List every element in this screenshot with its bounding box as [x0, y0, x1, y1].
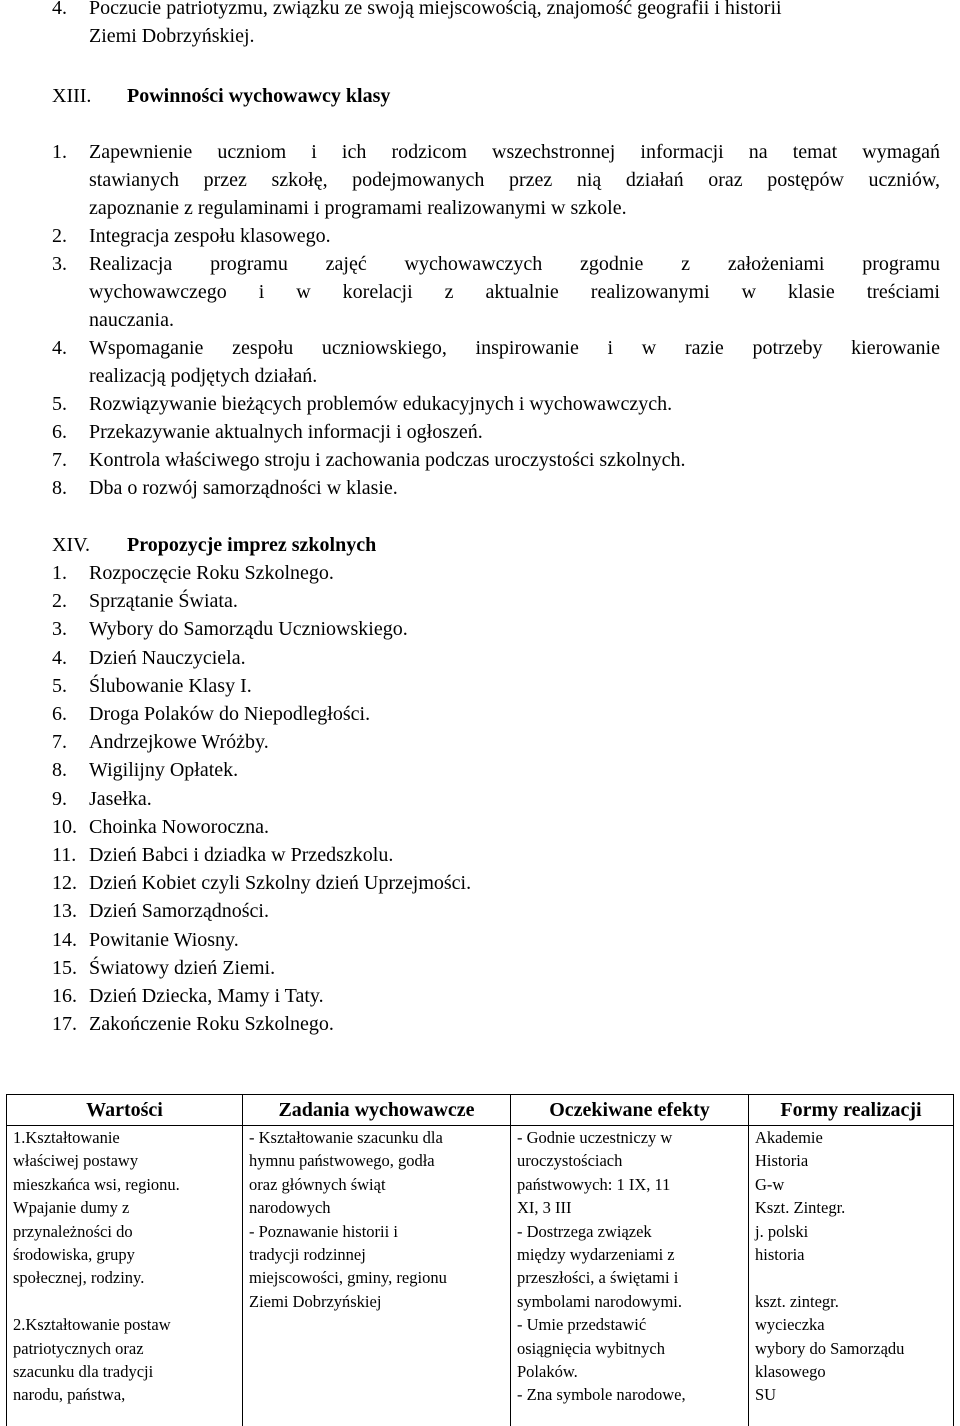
item-number: 5.	[52, 672, 88, 700]
item-number: 11.	[52, 841, 88, 869]
cell-line: - Godnie uczestniczy w	[517, 1126, 742, 1149]
column-header: Formy realizacji	[749, 1095, 954, 1126]
cell-line: Ziemi Dobrzyńskiej	[249, 1290, 504, 1313]
cell-line: Polaków.	[517, 1360, 742, 1383]
item-number: 2.	[52, 587, 88, 615]
item-text: Choinka Noworoczna.	[89, 813, 269, 841]
item-text: Dzień Dziecka, Mamy i Taty.	[89, 982, 324, 1010]
item-text: Integracja zespołu klasowego.	[89, 222, 331, 250]
cell-line: osiągnięcia wybitnych	[517, 1337, 742, 1360]
item-number: 4.	[52, 644, 88, 672]
cell-line: narodu, państwa,	[13, 1383, 236, 1406]
item-text: Przekazywanie aktualnych informacji i ogłoszeń.	[89, 418, 483, 446]
item-number: 3.	[52, 250, 88, 278]
item-number: 7.	[52, 446, 88, 474]
cell-line: G-w	[755, 1173, 947, 1196]
cell-line: klasowego	[755, 1360, 947, 1383]
item-text: Dzień Nauczyciela.	[89, 644, 246, 672]
item-number: 14.	[52, 926, 88, 954]
column-header: Wartości	[7, 1095, 243, 1126]
item-text: zapoznanie z regulaminami i programami realizowanymi w szkole.	[89, 194, 627, 222]
item-number: 5.	[52, 390, 88, 418]
cell-line: XI, 3 III	[517, 1196, 742, 1219]
item-number: 10.	[52, 813, 88, 841]
item-number: 16.	[52, 982, 88, 1010]
cell-line: właściwej postawy	[13, 1149, 236, 1172]
item-text: Dzień Samorządności.	[89, 897, 269, 925]
item-text: stawianych przez szkołę, podejmowanych przez nią działań oraz postępów uczniów,	[89, 166, 940, 194]
item-number: 4.	[52, 334, 88, 362]
cell-line: tradycji rodzinnej	[249, 1243, 504, 1266]
item-text: Ślubowanie Klasy I.	[89, 672, 252, 700]
cell-line: hymnu państwowego, godła	[249, 1149, 504, 1172]
cell-line: Kszt. Zintegr.	[755, 1196, 947, 1219]
item-number: 8.	[52, 756, 88, 784]
cell-line: - Dostrzega związek	[517, 1220, 742, 1243]
cell-line: mieszkańca wsi, regionu.	[13, 1173, 236, 1196]
item-number: 15.	[52, 954, 88, 982]
item-text: Dzień Kobiet czyli Szkolny dzień Uprzejmości.	[89, 869, 471, 897]
cell-line: - Poznawanie historii i	[249, 1220, 504, 1243]
cell-line: państwowych: 1 IX, 11	[517, 1173, 742, 1196]
cell-spacer	[13, 1290, 236, 1313]
cell-line: - Kształtowanie szacunku dla	[249, 1126, 504, 1149]
cell-line: historia	[755, 1243, 947, 1266]
item-text: Rozwiązywanie bieżących problemów edukacyjnych i wychowawczych.	[89, 390, 672, 418]
item-text: Sprzątanie Świata.	[89, 587, 238, 615]
item-text: Dzień Babci i dziadka w Przedszkolu.	[89, 841, 393, 869]
cell-line: j. polski	[755, 1220, 947, 1243]
cell-line: szacunku dla tradycji	[13, 1360, 236, 1383]
item-text: Rozpoczęcie Roku Szkolnego.	[89, 559, 334, 587]
cell-line: SU	[755, 1383, 947, 1406]
item-number: 2.	[52, 222, 88, 250]
item-text: wychowawczego i w korelacji z aktualnie realizowanymi w klasie treściami	[89, 278, 940, 306]
item-number: 7.	[52, 728, 88, 756]
section-title: Powinności wychowawcy klasy	[127, 82, 390, 110]
column-header: Oczekiwane efekty	[511, 1095, 749, 1126]
cell-line: przynależności do	[13, 1220, 236, 1243]
item-text: Poczucie patriotyzmu, związku ze swoją miejscowością, znajomość geografii i historii	[89, 0, 782, 22]
effects-cell	[511, 1126, 749, 1426]
section-number: XIV.	[52, 531, 90, 559]
table-row	[7, 1126, 954, 1426]
cell-line: miejscowości, gminy, regionu	[249, 1266, 504, 1289]
cell-spacer	[755, 1266, 947, 1289]
item-text: Dba o rozwój samorządności w klasie.	[89, 474, 398, 502]
table-header-row	[7, 1095, 954, 1126]
values-table	[6, 1094, 954, 1426]
cell-line: środowiska, grupy	[13, 1243, 236, 1266]
cell-line: - Umie przedstawić	[517, 1313, 742, 1336]
cell-line: oraz głównych świąt	[249, 1173, 504, 1196]
tasks-cell	[243, 1126, 511, 1426]
item-text: Wspomaganie zespołu uczniowskiego, inspirowanie i w razie potrzeby kierowanie	[89, 334, 940, 362]
item-text: Andrzejkowe Wróżby.	[89, 728, 269, 756]
section-title: Propozycje imprez szkolnych	[127, 531, 376, 559]
cell-line: kszt. zintegr.	[755, 1290, 947, 1313]
cell-line: patriotycznych oraz	[13, 1337, 236, 1360]
item-text: Kontrola właściwego stroju i zachowania podczas uroczystości szkolnych.	[89, 446, 685, 474]
cell-line: uroczystościach	[517, 1149, 742, 1172]
cell-line: Akademie	[755, 1126, 947, 1149]
cell-line: między wydarzeniami z	[517, 1243, 742, 1266]
column-header: Zadania wychowawcze	[243, 1095, 511, 1126]
cell-line: 2.Kształtowanie postaw	[13, 1313, 236, 1336]
item-number: 13.	[52, 897, 88, 925]
item-text: Ziemi Dobrzyńskiej.	[89, 22, 255, 50]
item-text: Światowy dzień Ziemi.	[89, 954, 275, 982]
cell-line: 1.Kształtowanie	[13, 1126, 236, 1149]
item-number: 17.	[52, 1010, 88, 1038]
item-number: 8.	[52, 474, 88, 502]
item-text: Realizacja programu zajęć wychowawczych zgodnie z założeniami programu	[89, 250, 940, 278]
cell-line: narodowych	[249, 1196, 504, 1219]
cell-line: społecznej, rodziny.	[13, 1266, 236, 1289]
item-text: Wybory do Samorządu Uczniowskiego.	[89, 615, 408, 643]
section-number: XIII.	[52, 82, 91, 110]
item-text: Droga Polaków do Niepodległości.	[89, 700, 370, 728]
item-text: Wigilijny Opłatek.	[89, 756, 238, 784]
item-text: Jasełka.	[89, 785, 152, 813]
values-cell	[7, 1126, 243, 1426]
item-text: Powitanie Wiosny.	[89, 926, 239, 954]
item-text: realizacją podjętych działań.	[89, 362, 317, 390]
item-number: 9.	[52, 785, 88, 813]
item-text: Zapewnienie uczniom i ich rodzicom wszechstronnej informacji na temat wymagań	[89, 138, 940, 166]
item-text: Zakończenie Roku Szkolnego.	[89, 1010, 334, 1038]
item-number: 6.	[52, 700, 88, 728]
item-number: 1.	[52, 559, 88, 587]
cell-line: - Zna symbole narodowe,	[517, 1383, 742, 1406]
item-number: 12.	[52, 869, 88, 897]
item-number: 1.	[52, 138, 88, 166]
cell-line: wycieczka	[755, 1313, 947, 1336]
cell-line: wybory do Samorządu	[755, 1337, 947, 1360]
forms-cell	[749, 1126, 954, 1426]
item-number: 4.	[52, 0, 88, 22]
cell-line: symbolami narodowymi.	[517, 1290, 742, 1313]
item-text: nauczania.	[89, 306, 174, 334]
item-number: 3.	[52, 615, 88, 643]
item-number: 6.	[52, 418, 88, 446]
cell-line: przeszłości, a świętami i	[517, 1266, 742, 1289]
cell-line: Wpajanie dumy z	[13, 1196, 236, 1219]
cell-line: Historia	[755, 1149, 947, 1172]
